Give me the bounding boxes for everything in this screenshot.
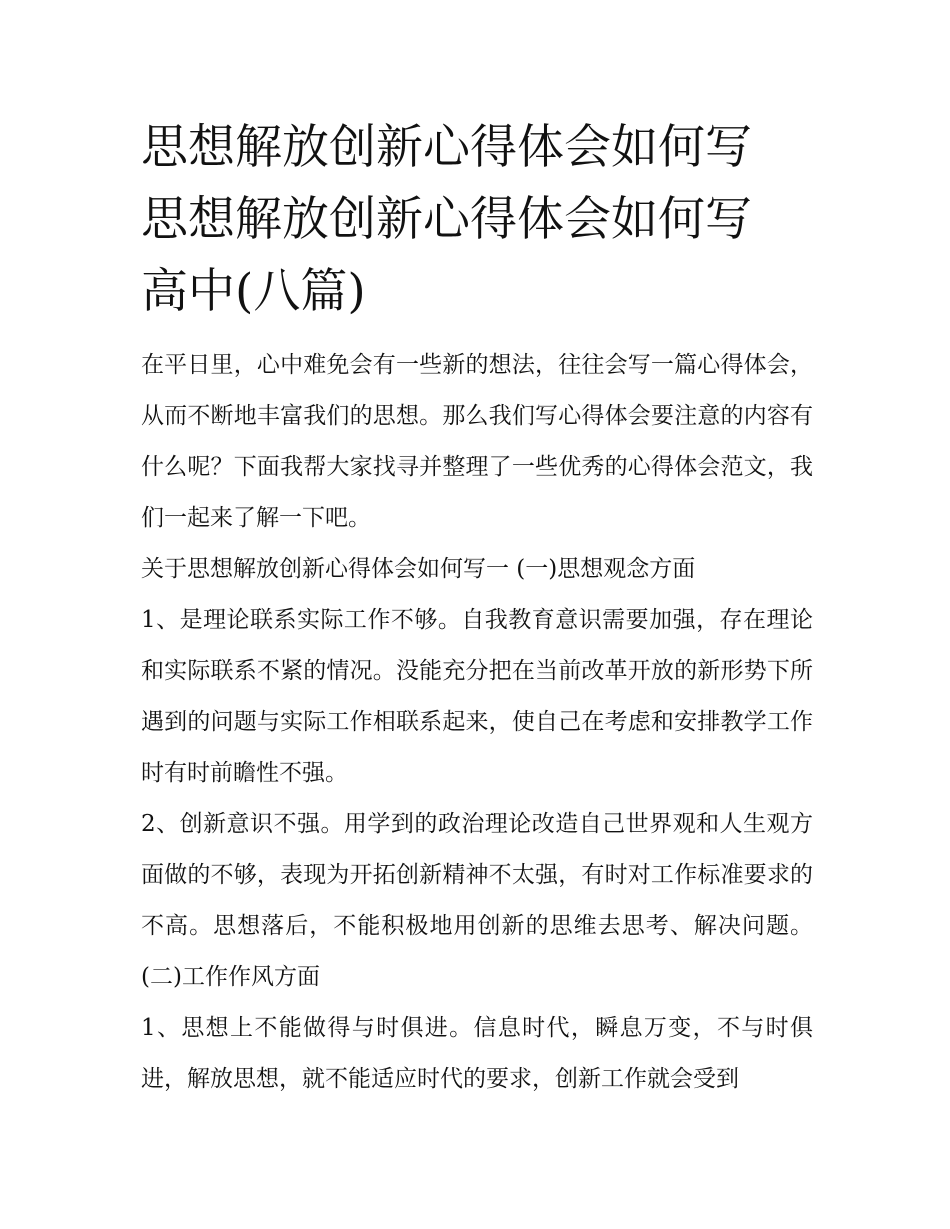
- document-title: [141, 112, 813, 328]
- body-paragraph: 1、是理论联系实际工作不够。自我教育意识需要加强，存在理论和实际联系不紧的情况。没能充分把在当前改革开放的新形势下所遇到的问题与实际工作相联系起来，使自己在考虑和安排教学工作时有时前瞻性不强。: [141, 607, 813, 786]
- document-content: [141, 112, 813, 1105]
- document-body: [141, 340, 813, 1105]
- title-line: 思想解放创新心得体会如何写: [141, 192, 752, 247]
- body-paragraph: 2、创新意识不强。用学到的政治理论改造自己世界观和人生观方面做的不够，表现为开拓创新精神不太强，有时对工作标准要求的不高。思想落后，不能积极地用创新的思维去思考、解决问题。(二)工作作风方面: [141, 811, 813, 990]
- body-paragraph: 1、思想上不能做得与时俱进。信息时代，瞬息万变，不与时俱进，解放思想，就不能适应时代的要求，创新工作就会受到: [141, 1015, 813, 1092]
- section-heading: 关于思想解放创新心得体会如何写一 (一)思想观念方面: [141, 556, 696, 582]
- intro-paragraph: 在平日里，心中难免会有一些新的想法，往往会写一篇心得体会，从而不断地丰富我们的思想。那么我们写心得体会要注意的内容有什么呢？下面我帮大家找寻并整理了一些优秀的心得体会范文，我们一起来了解一下吧。: [141, 352, 813, 531]
- title-line: 高中(八篇): [141, 264, 366, 319]
- title-line: 思想解放创新心得体会如何写: [141, 120, 752, 175]
